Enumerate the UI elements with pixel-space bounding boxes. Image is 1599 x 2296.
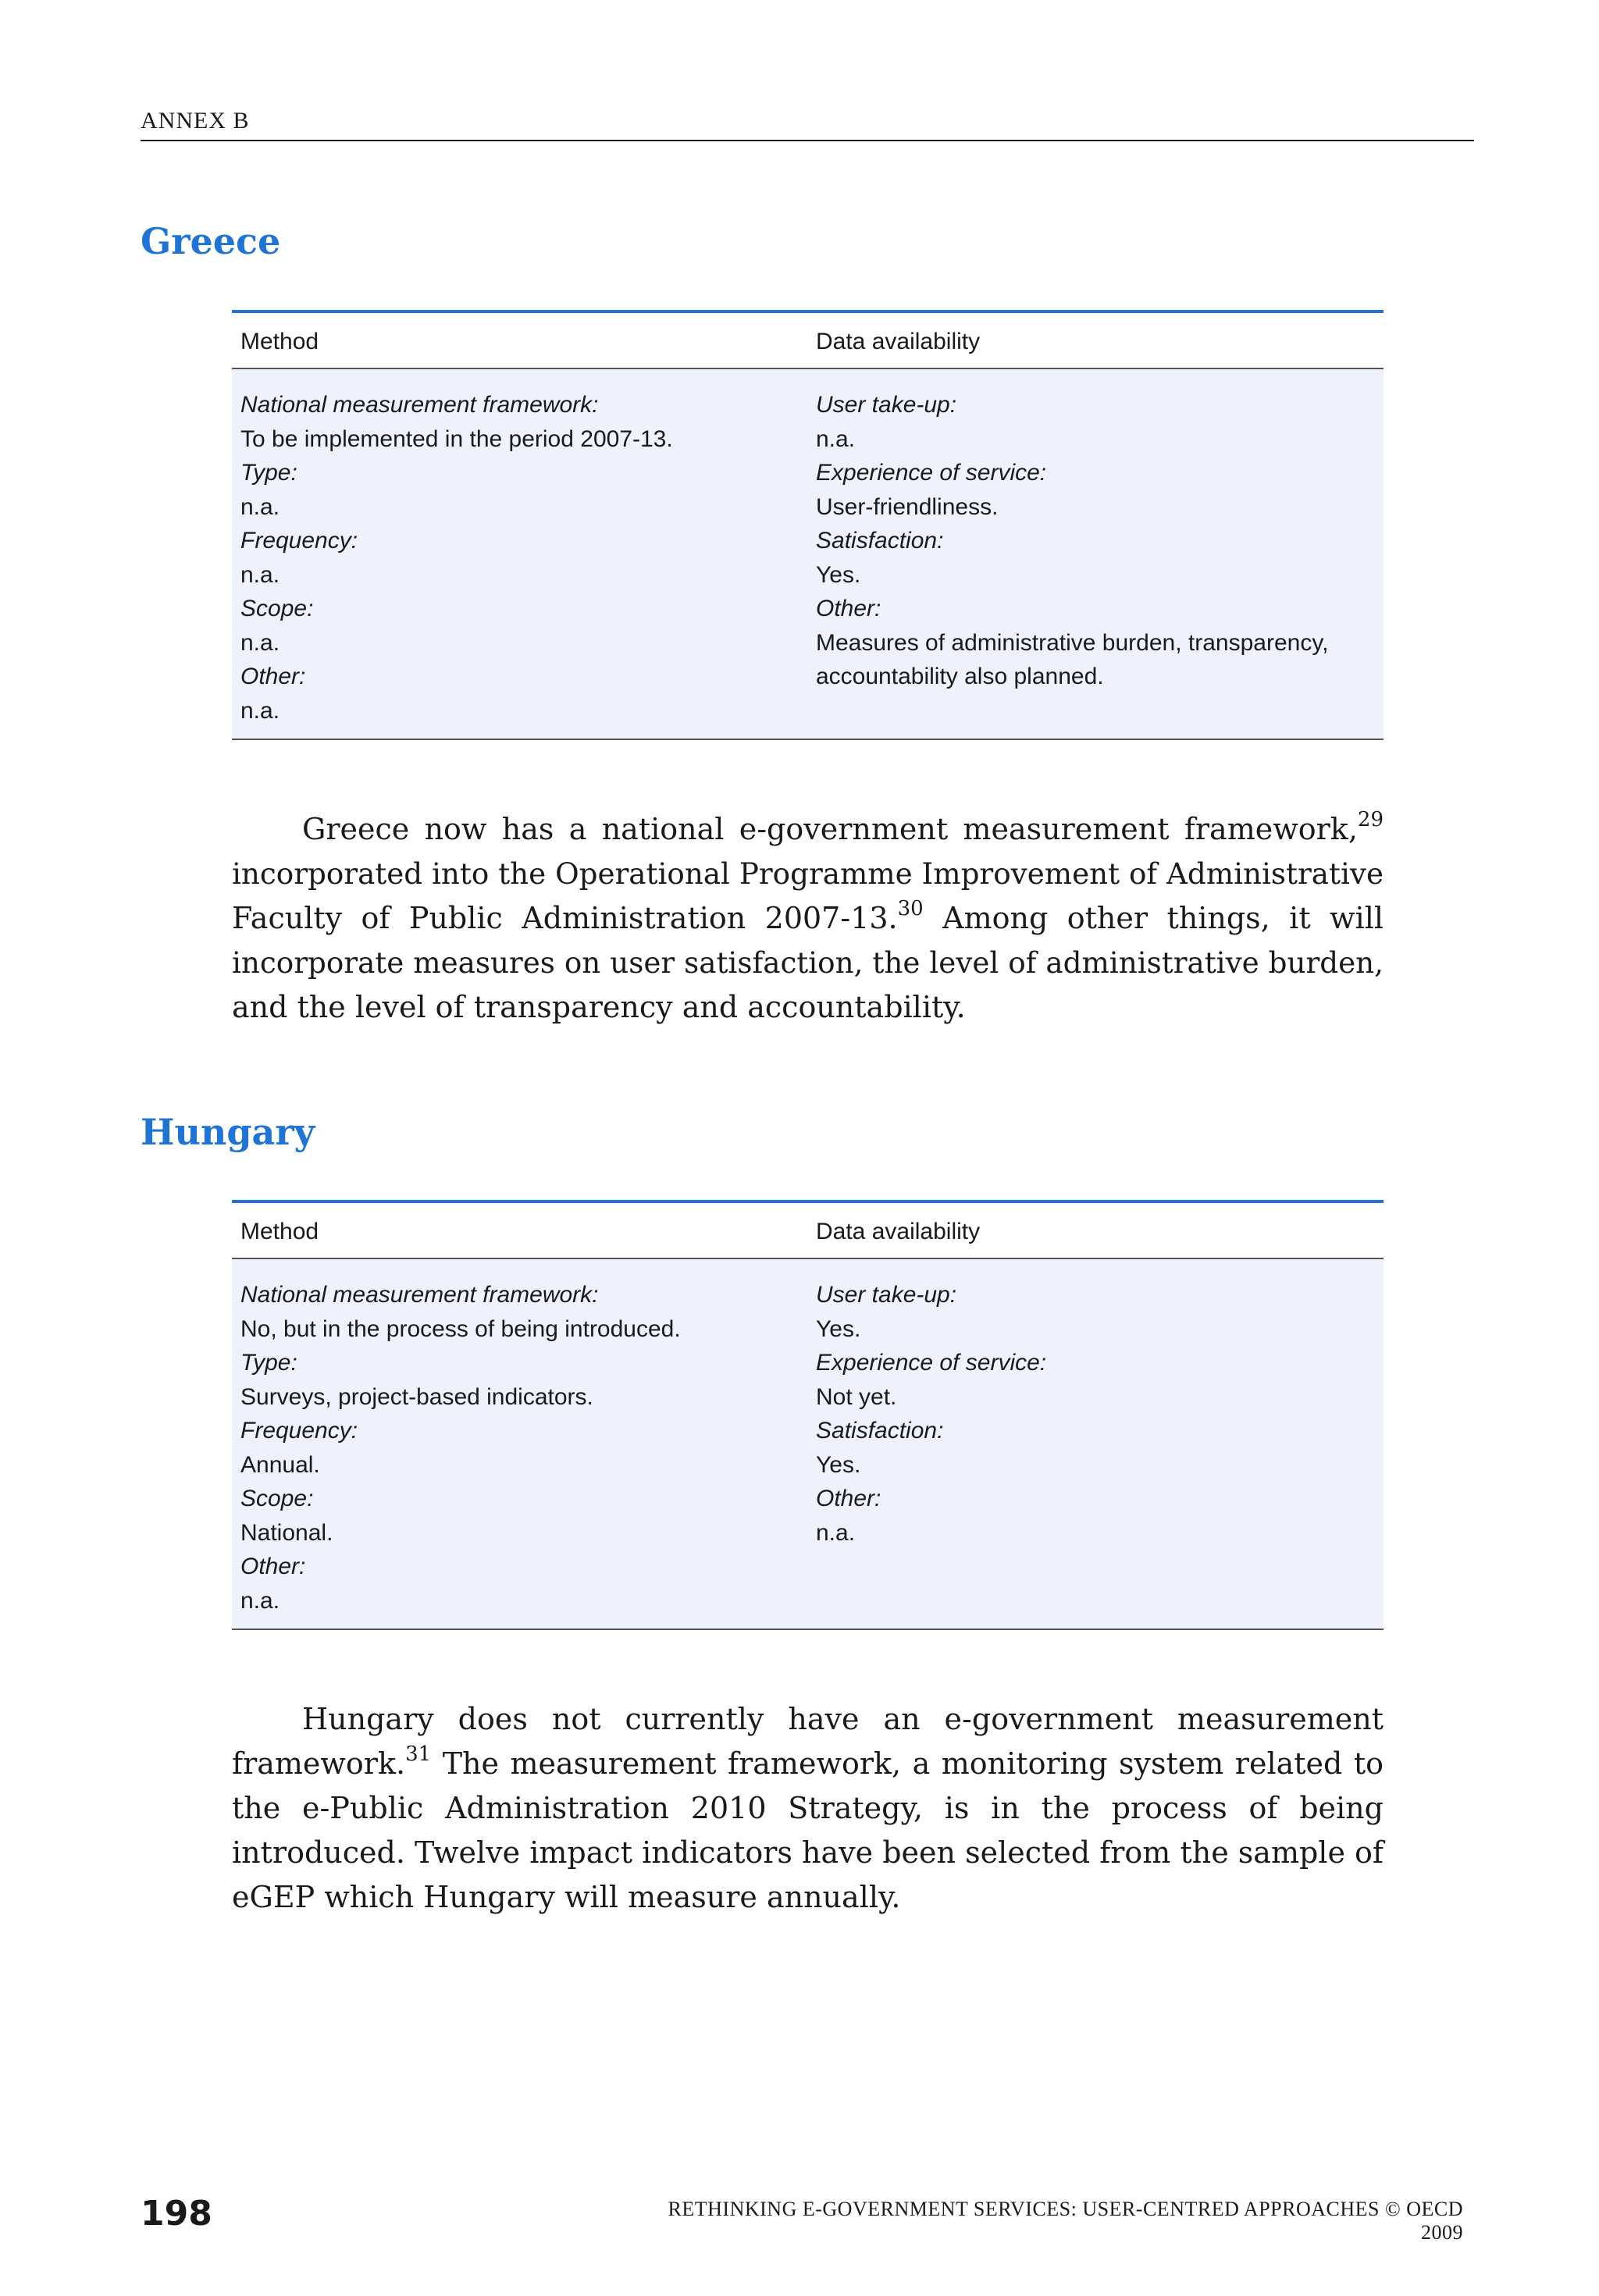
cell-label: User take-up: xyxy=(816,392,957,418)
cell-label: Frequency: xyxy=(240,528,358,554)
cell-value: National. xyxy=(240,1519,333,1546)
cell-value: n.a. xyxy=(240,697,280,724)
cell-value: To be implemented in the period 2007-13. xyxy=(240,425,673,452)
data-availability-column xyxy=(816,1278,1046,1550)
para-text: Faculty of Public Administration 2007-13. xyxy=(232,901,898,935)
cell-value: n.a. xyxy=(240,561,280,588)
cell-label: Other: xyxy=(816,1486,881,1511)
col-header-data-availability: Data availability xyxy=(816,329,981,354)
greece-paragraph xyxy=(232,807,1384,1030)
para-line: the e-Public Administration 2010 Strategy, is in the process of being xyxy=(232,1791,1384,1825)
cell-value: No, but in the process of being introduced. xyxy=(240,1315,681,1342)
col-header-data-availability: Data availability xyxy=(816,1219,981,1244)
cell-value: Yes. xyxy=(816,561,861,588)
cell-value: User-friendliness. xyxy=(816,493,999,520)
para-line: incorporate measures on user satisfaction, the level of administrative burden, xyxy=(232,945,1384,980)
hungary-paragraph xyxy=(232,1697,1384,1920)
page-number: 198 xyxy=(141,2194,212,2234)
cell-label: User take-up: xyxy=(816,1282,957,1308)
table-header-row xyxy=(232,1203,1384,1259)
cell-value: Annual. xyxy=(240,1451,320,1478)
para-text: framework. xyxy=(232,1746,406,1781)
header-rule xyxy=(141,140,1474,141)
section-title-greece: Greece xyxy=(141,220,281,262)
cell-value: n.a. xyxy=(240,493,280,520)
para-line xyxy=(232,807,1384,852)
footnote-ref: 29 xyxy=(1357,808,1384,832)
cell-value: Measures of administrative burden, transparency, xyxy=(816,629,1329,656)
cell-label: Satisfaction: xyxy=(816,1418,944,1443)
cell-label: Frequency: xyxy=(240,1418,358,1443)
cell-label: Scope: xyxy=(240,596,314,621)
para-line: and the level of transparency and accountability. xyxy=(232,990,966,1024)
cell-label: Type: xyxy=(240,460,297,486)
para-text: Among other things, it will xyxy=(942,901,1384,935)
cell-label: Type: xyxy=(240,1350,297,1376)
para-line xyxy=(232,896,1384,941)
cell-value: Not yet. xyxy=(816,1383,897,1410)
para-line xyxy=(232,1742,1384,1786)
data-availability-column xyxy=(816,388,1328,694)
cell-value: Surveys, project-based indicators. xyxy=(240,1383,593,1410)
cell-label: National measurement framework: xyxy=(240,392,599,418)
cell-value: accountability also planned. xyxy=(816,664,1104,689)
greece-table xyxy=(232,310,1384,740)
method-column xyxy=(240,1278,681,1618)
method-column xyxy=(240,388,673,728)
cell-label: National measurement framework: xyxy=(240,1282,599,1308)
cell-value: n.a. xyxy=(816,425,856,452)
para-text: Greece now has a national e-government measurement framework, xyxy=(302,812,1358,846)
cell-value: n.a. xyxy=(240,1587,280,1614)
cell-value: n.a. xyxy=(240,629,280,656)
para-line: Hungary does not currently have an e-government measurement xyxy=(302,1702,1384,1736)
cell-value: Yes. xyxy=(816,1315,861,1342)
cell-label: Experience of service: xyxy=(816,460,1047,486)
cell-value: Yes. xyxy=(816,1451,861,1478)
col-header-method: Method xyxy=(240,329,319,354)
table-body xyxy=(232,1259,1384,1630)
para-text: The measurement framework, a monitoring system related to xyxy=(442,1746,1384,1781)
col-header-method: Method xyxy=(240,1219,319,1244)
cell-label: Satisfaction: xyxy=(816,528,944,554)
running-head: ANNEX B xyxy=(141,108,250,133)
cell-label: Other: xyxy=(240,664,306,689)
table-body xyxy=(232,369,1384,740)
footnote-ref: 30 xyxy=(897,897,924,921)
cell-label: Other: xyxy=(240,1554,306,1579)
cell-label: Other: xyxy=(816,596,881,621)
para-line: incorporated into the Operational Programme Improvement of Administrative xyxy=(232,856,1384,891)
para-line: introduced. Twelve impact indicators have been selected from the sample of xyxy=(232,1835,1384,1870)
table-header-row xyxy=(232,313,1384,369)
section-title-hungary: Hungary xyxy=(141,1111,315,1153)
cell-value: n.a. xyxy=(816,1519,856,1546)
footer-text: RETHINKING E-GOVERNMENT SERVICES: USER-CENTRED APPROACHES © OECD 2009 xyxy=(668,2198,1463,2244)
footnote-ref: 31 xyxy=(405,1742,432,1767)
hungary-table xyxy=(232,1200,1384,1630)
cell-label: Scope: xyxy=(240,1486,314,1511)
cell-label: Experience of service: xyxy=(816,1350,1047,1376)
para-line: eGEP which Hungary will measure annually. xyxy=(232,1880,901,1914)
